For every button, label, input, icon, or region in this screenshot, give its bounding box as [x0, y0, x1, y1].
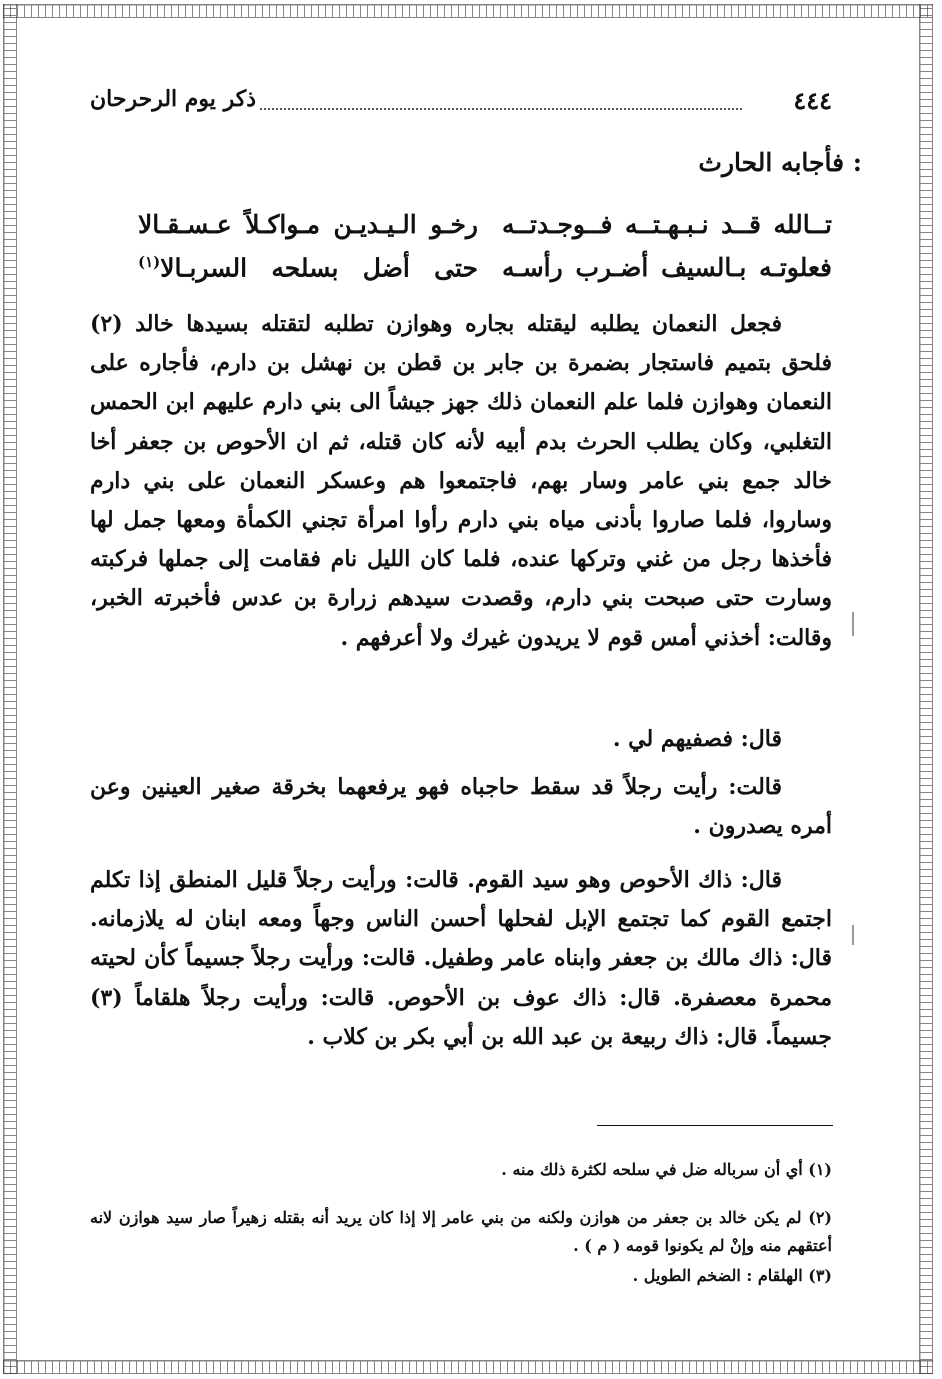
paragraph-dialogue-2: قالت: رأيت رجلاً قد سقط حاجباه فهو يرفعهما بخرقة صغير العينين وعن أمره يصدرون . [90, 774, 832, 840]
running-title: ذكر يوم الرحرحان [90, 86, 256, 112]
verse-hemistich-second [138, 253, 478, 282]
page-header [90, 86, 832, 126]
margin-mark [852, 925, 854, 945]
footnote-1: (١) أي أن سرباله ضل في سلحه لكثرة ذلك منه . [501, 1160, 832, 1179]
border-left [3, 4, 17, 1374]
page-number: ٤٤٤ [793, 86, 832, 115]
border-right [919, 4, 933, 1374]
verse-hemistich-second: رخـو الـيـديـن مـواكـلاً عـسـقـالا [138, 210, 478, 239]
verse-hemistich-first: فعلوتـه بـالسيف أضـرب رأسـه [502, 253, 832, 282]
paragraph-dialogue-3: قال: ذاك الأحوص وهو سيد القوم. قالت: ورأيت رجلاً قليل المنطق إذا تكلم اجتمع القوم كما تجتمع الإبل لفحلها أحسن الناس وجهاً ومعه ابنان له يلازمانه. قال: ذاك مالك بن جعفر وابناه عامر وطفيل. قالت: ورأيت رجلاً جسيماً كأن لحيته محمرة معصفرة. قال: ذاك عوف بن الأحوص. قالت: ورأيت رجلاً هلقاماً (٣) جسيماً. قال: ذاك ربيعة بن عبد الله بن أبي بكر بن كلاب . [90, 867, 832, 1050]
verse-intro: فأجابه الحارث : [698, 148, 862, 177]
footnote-2: (٢) لم يكن خالد بن جعفر من هوازن ولكنه من بني عامر إلا إذا كان يريد أنه بقتله زهيراً صار سيد هوازن لانه أعتقهم منه وإنْ لم يكونوا قومه ( م ) . [90, 1208, 832, 1255]
header-dotted-line [260, 108, 742, 110]
footnote-3: (٣) الهلقام : الضخم الطويل . [632, 1266, 832, 1285]
verse-hemistich-first: تــالله قــد نـبـهـتــه فــوجـدتــه [502, 210, 832, 239]
border-top [3, 4, 933, 18]
paragraph-narrative: فجعل النعمان يطلبه ليقتله بجاره وهوازن تطلبه لتقتله بسيدها خالد (٢) فلحق بتميم فاستجار بضمرة بن جابر بن قطن بن نهشل بن دارم، فأجاره على النعمان وهوازن فلما علم النعمان ذلك جهز جيشاً الى بني دارم عليهم ابن الحمس التغلبي، وكان يطلب الحرث بدم أبيه لأنه كان قتله، ثم ان الأحوص بن جعفر أخا خالد جمع بني عامر وسار بهم، فاجتمعوا هم وعسكر النعمان على بني دارم وساروا، فلما صاروا بأدنى مياه بني دارم رأوا امرأة تجني الكمأة ومعها جمل لها فأخذها رجل من غني وتركها عنده، فلما كان الليل نام فقامت إلى جملها فركبته وسارت حتى صبحت بني دارم، وقصدت سيدهم زرارة بن عدس فأخبرته الخبر، وقالت: أخذني أمس قوم لا يريدون غيرك ولا أعرفهم . [90, 311, 832, 651]
margin-mark [852, 612, 854, 636]
paragraph-dialogue-1: قال: فصفيهم لي . [612, 726, 782, 752]
verse-text: حتى أضل بسلحه السربـالا [160, 253, 478, 283]
border-bottom [3, 1360, 933, 1374]
footnote-ref: (١) [138, 253, 161, 271]
footnote-separator [597, 1125, 833, 1126]
